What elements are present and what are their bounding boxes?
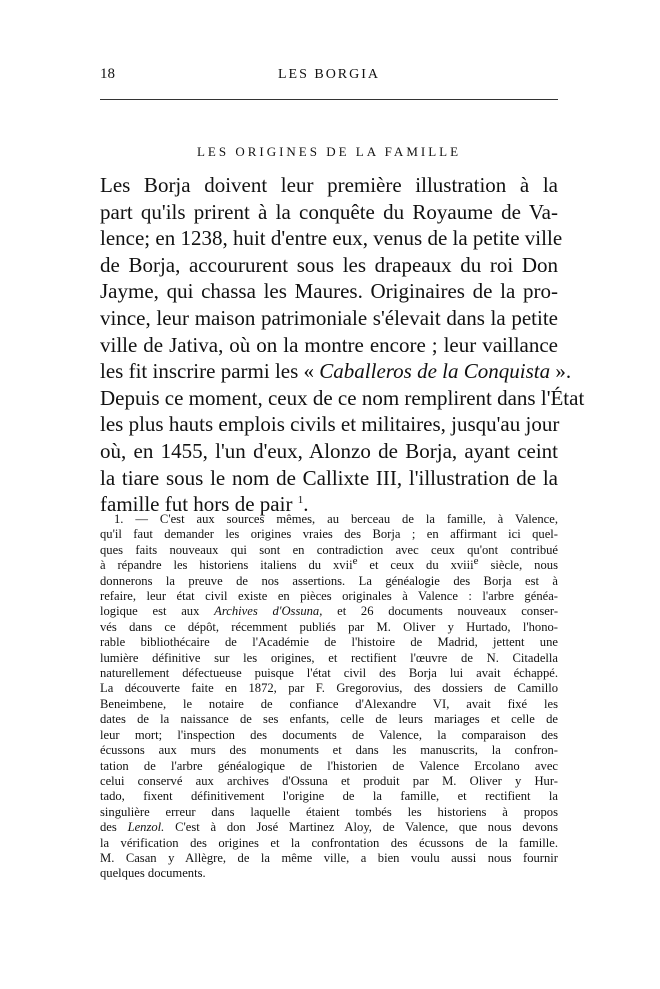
century-superscript: e [473,555,479,568]
footnote-line: qu'il faut demander les origines vraies des Borja ; en affirmant ici quel- [100,527,558,542]
italic-term: Lenzol. [127,820,165,835]
footnote-line [100,604,558,619]
body-text-segment: famille fut hors de pair [100,492,293,517]
footnote-line: rable bibliothécaire de l'Académie de l'histoire de Madrid, jettent une [100,635,558,650]
footnote-line: donnerons la preuve de nos assertions. La généalogie des Borja est à [100,573,558,588]
italic-title: Caballeros de la Conquista [319,359,551,384]
footnote-line: M. Casan y Allègre, de la même ville, a bien voulu aussi nous fournir [100,850,558,865]
footnote-line: leur mort; l'inspection des documents de Valence, la comparaison des [100,727,558,742]
footnote-segment: et 26 documents nouveaux conser- [337,604,559,619]
footnote-line: naturellement défectueuse puisque l'état civil des Borja lui avait échappé. [100,666,558,681]
footnote-line: ques faits nouveaux qui sont en contradiction avec ceux qu'ont contribué [100,542,558,557]
footnote-line: tado, fixent définitivement l'origine de la famille, et rectifient la [100,789,558,804]
footnote-line: celui conservé aux archives d'Ossuna et produit par M. Oliver y Hur- [100,773,558,788]
body-line: part qu'ils prirent à la conquête du Royaume de Va- [100,199,558,224]
page-header [100,66,558,88]
footnote-segment: des [100,820,117,835]
body-line: les plus hauts emplois civils et militaires, jusqu'au jour [100,412,560,437]
century-numeral: xviii [450,558,474,573]
body-line [100,358,572,385]
running-title: LES BORGIA [277,67,381,82]
footnote-reference: 1 [297,494,304,507]
footnote-line: quelques documents. [100,866,206,881]
footnote-line: La découverte faite en 1872, par F. Gregorovius, des dossiers de Camillo [100,681,558,696]
footnote-line: dates de la naissance de ses enfants, celle de leurs mariages et celle de [100,712,558,727]
body-line: où, en 1455, l'un d'eux, Alonzo de Borja, ayant ceint [100,438,558,463]
body-line: ville de Jativa, où on la montre encore ; leur vaillance [100,332,558,357]
century-numeral: xvii [333,558,353,573]
footnote-line: lumière définitive sur les origines, et rectifient l'œuvre de N. Citadella [100,650,558,665]
body-line: la tiare sous le nom de Callixte III, l'illustration de la [100,465,558,490]
body-text-segment: ». [555,359,572,384]
footnote-line: singulière erreur dans laquelle étaient tombés les historiens à propos [100,804,558,819]
section-title: LES ORIGINES DE LA FAMILLE [196,144,462,159]
footnote-line [100,820,558,835]
body-line: lence; en 1238, huit d'entre eux, venus de la petite ville [100,226,563,251]
body-line: Jayme, qui chassa les Maures. Originaires de la pro- [100,279,558,304]
footnote-line: Beneimbene, le notaire de confiance d'Alexandre VI, avait fixé les [100,696,558,711]
footnote-line [100,555,558,573]
footnote [100,512,558,882]
body-text-segment: . [303,492,309,517]
footnote-segment: C'est à don José Martinez Aloy, de Valence, que nous devons [175,820,559,835]
footnote-line: refaire, leur état civil existe en pièces originales à Valence : l'arbre généa- [100,589,558,604]
body-line: vince, leur maison patrimoniale s'élevait dans la petite [100,305,558,330]
footnote-line: tation de l'arbre généalogique de l'historien de Valence Ercolano avec [100,758,558,773]
footnote-line: écussons aux murs des monuments et dans les manuscrits, la confron- [100,743,558,758]
footnote-line: 1. — C'est aux sources mêmes, au berceau de la famille, à Valence, [114,512,558,526]
footnote-line: vés dans ce dépôt, récemment publiés par M. Oliver y Hurtado, l'hono- [100,619,558,634]
body-line: de Borja, accoururent sous les drapeaux du roi Don [100,252,558,277]
footnote-segment: à répandre les historiens italiens du [100,558,322,573]
body-line: Les Borja doivent leur première illustration à la [100,173,558,197]
italic-archive-name: Archives d'Ossuna, [214,604,323,619]
century-superscript: e [352,555,358,568]
footnote-segment: et ceux du [369,558,439,573]
footnote-line: la vérification des origines et la confrontation des écussons de la famille. [100,835,558,850]
footnote-segment: siècle, nous [490,558,558,573]
header-rule [100,99,558,100]
body-paragraph [100,172,585,518]
footnote-segment: logique est aux [100,604,200,619]
body-text-segment: les fit inscrire parmi les « [100,359,315,384]
body-line: Depuis ce moment, ceux de ce nom remplirent dans l'État [100,385,585,410]
page-number: 18 [100,66,115,82]
